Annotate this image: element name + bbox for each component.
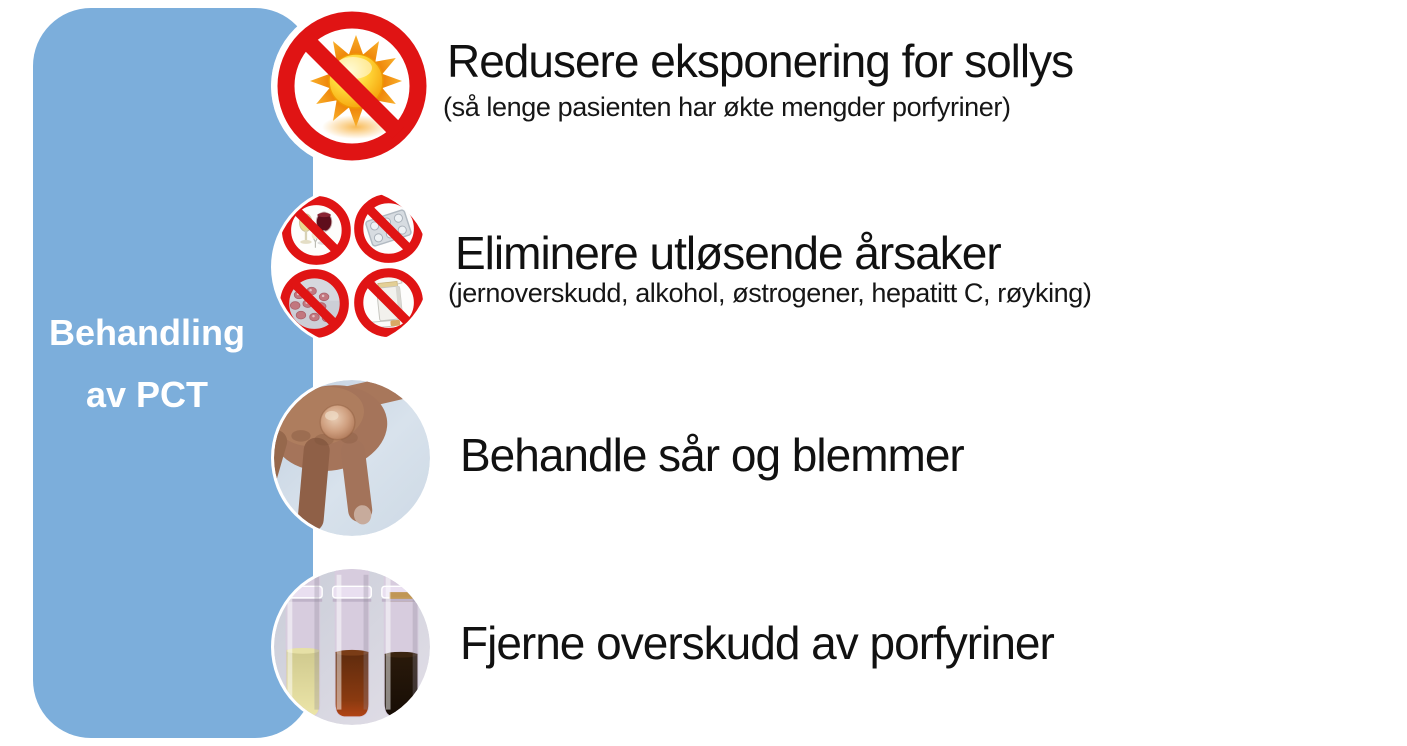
urine-sample-tubes-photo — [271, 566, 433, 728]
no-sunlight-icon — [271, 5, 433, 167]
row4-title: Fjerne overskudd av porfyriner — [460, 617, 1054, 669]
row3-title: Behandle sår og blemmer — [460, 429, 964, 481]
row1-subtitle: (så lenge pasienten har økte mengder porfyriner) — [443, 92, 1011, 122]
row1-title: Redusere eksponering for sollys — [447, 35, 1074, 87]
sidebar-title-line1: Behandling — [49, 312, 245, 353]
urine-tube-dark — [382, 569, 421, 717]
no-smoking-icon — [359, 271, 419, 332]
sidebar-title — [33, 302, 261, 426]
hand-blisters-photo — [271, 377, 433, 539]
row2-title: Eliminere utløsende årsaker — [455, 227, 1001, 279]
no-triggers-icon — [271, 186, 433, 348]
urine-tube-medium — [333, 569, 372, 717]
no-pill-blister-icon — [359, 199, 419, 259]
blister-bump — [320, 405, 355, 440]
no-alcohol-icon — [287, 201, 347, 261]
row2-subtitle: (jernoverskudd, alkohol, østrogener, hepatitt C, røyking) — [448, 278, 1092, 308]
sidebar-title-line2: av PCT — [85, 374, 209, 415]
